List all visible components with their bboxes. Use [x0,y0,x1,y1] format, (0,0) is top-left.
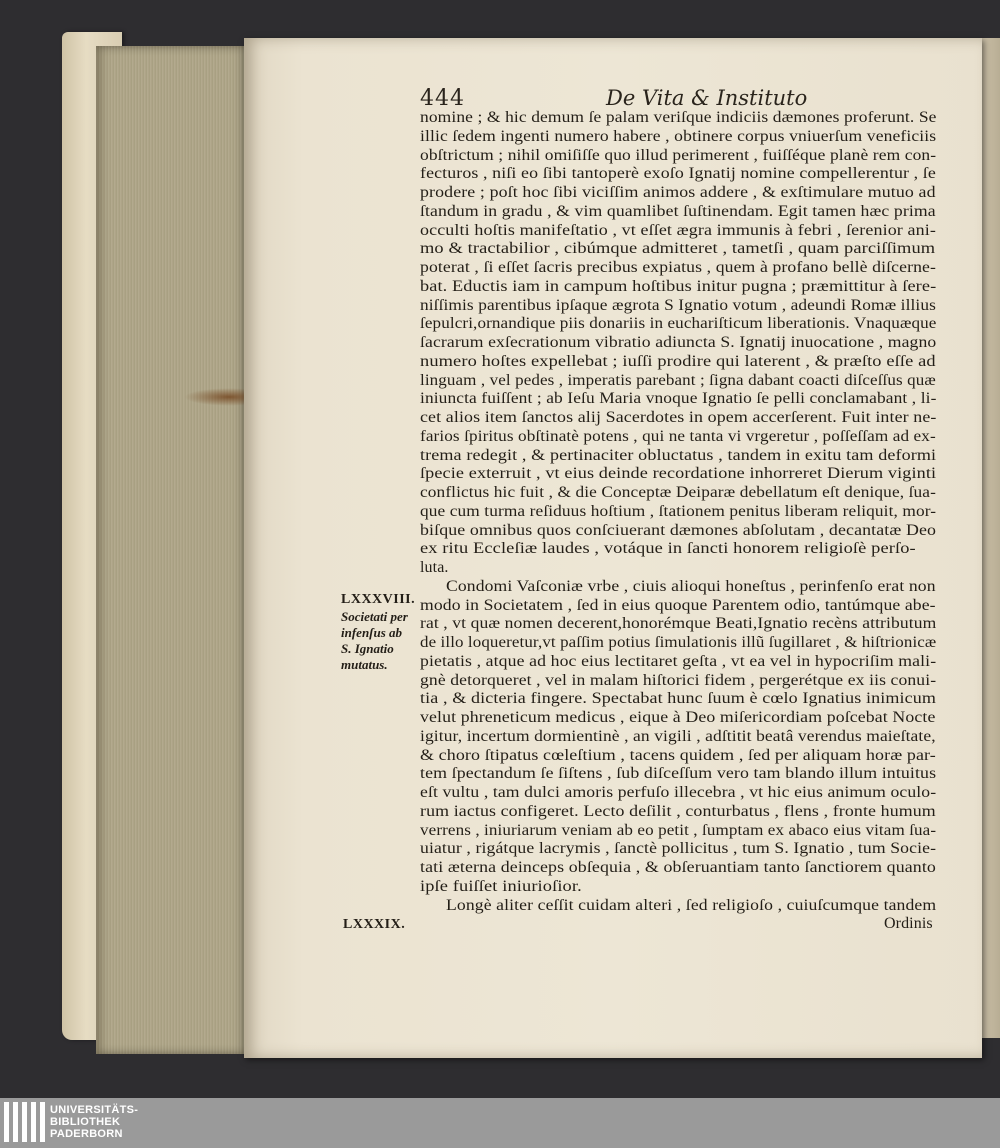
text-line: ex ritu Eccleſiæ laudes , votáque in ſancti honorem religioſè perſo- [420,540,916,558]
text-line: prodere ; poſt hoc ſibi viciſſim animos addere , & exſtimulare mutuo ad [420,184,936,201]
text-line: uiatur , rigátque lacrymis , ſanctè pollicitus , tum S. Ignatio , tum Socie- [420,840,937,858]
text-line: trema redegit , & pertinaciter obluctatus , tandem in exitu tam deformi [420,446,937,464]
text-line: illic ſedem ingenti numero habere , obtinere corpus vniuerſum veneficiis [420,127,937,145]
text-line: ſpecie exterruit , vt eius deinde recordatione inhorreret Dierum viginti [420,465,937,483]
margin-note-line: S. Ignatio [341,641,394,656]
text-line: pietatis , atque ad hoc eius lectitaret geſta , vt ea vel in hypocriſim mali- [420,652,937,670]
text-line: poterat , ſi eſſet ſacris precibus expiatus , quem à profano bellè diſcerne- [420,259,936,276]
library-name-line: UNIVERSITÄTS- [50,1104,139,1116]
text-line: ſacrarum exſecrationum vibratio adiuncta S. Ignatij inuocatione , magno [420,334,937,351]
running-title: De Vita & Instituto [606,86,808,110]
text-line: de illo loqueretur,vt paſſim potius ſimulationis illũ ſugillaret , & hiſtrionicæ [420,634,937,651]
text-line: gnè detorqueret , vel in malam hiſtorici fidem , pergerétque ex iis conui- [420,671,937,689]
text-line: biſque omnibus quos conſciuerant dæmones abſolutam , decantatæ Deo [420,521,937,539]
text-line: conflictus hic fuit , & die Conceptæ Deiparæ debellatum eſt denique, ſua- [420,484,936,501]
margin-note-line: Societati per [341,609,408,624]
library-footer [0,1098,1000,1148]
text-line: verrens , iniuriarum veniam ab eo petit , ſumptam ex abaco eius vitam ſua- [420,821,937,839]
library-logo-icon [4,1102,44,1142]
library-name-line: BIBLIOTHEK [50,1116,121,1128]
text-line: modo in Societatem , ſed in eius quoque Parentem odio, tantúmque abe- [420,596,936,614]
text-line: luta. [420,559,449,576]
text-line: que cum turma reſiduus hoſtium , ſtationem penitus liberam reliquit, mor- [420,502,937,520]
text-line: obſtrictum ; nihil omiſiſſe quo illud perimerent , fuiſſéque planè rem con- [420,146,937,164]
text-line: mo & tractabilior , cibúmque admitteret , tametſi , quam parciſſimum [420,240,936,258]
text-line: ſepulcri,ornandique piis donariis in euchariſticum liberationis. Vnaquæque [420,315,937,333]
text-line: velut phreneticum medicus , eique à Deo miſericordiam poſcebat Nocte [420,709,936,726]
page-number: 444 [420,86,465,111]
library-name [50,1104,138,1140]
section-number-88: LXXXVIII. [341,592,416,607]
text-line: bat. Eductis iam in campum hoſtibus initur pugna ; præmittitur à ſere- [420,277,937,295]
text-line: tem ſpectandum ſe ſiſtens , ſub diſceſſum vero tam blando illum intuitus [420,765,937,783]
text-line: & choro ſtipatus cœleſtium , tacens quidem , ſed per aliquam horæ par- [420,746,936,764]
text-line: rat , vt quæ nomen decerent,honorémque Beati,Ignatio recèns attributum [420,615,937,633]
text-line: fecturos , niſi eo ſibi tantoperè exoſo Ignatij nomine compellerentur , ſe [420,165,936,183]
text-line: cet alios item ſanctos alij Sacerdotes in opem accerſerent. Fuit inter ne- [420,409,937,426]
text-line: Ordinis [884,915,933,933]
text-line: linguam , vel pedes , imperatis parebant ; ſigna dabant coacti diſceſſus quæ [420,371,936,389]
text-line: tati æterna deinceps obſequia , & obſeruantiam tanto ſanctiorem quanto [420,859,936,876]
text-line: rum iactus configeret. Lecto deſilit , conturbatus , flens , fronte humum [420,802,936,820]
text-line: Longè aliter ceſſit cuidam alteri , ſed religioſo , cuiuſcumque tandem [446,896,937,914]
margin-note-line: infenſus ab [341,625,403,640]
text-line: ſtandum in gradu , & vim quamlibet ſuſtinendam. Egit tamen hæc prima [420,202,936,220]
text-line: eſt vultu , tam dulci amoris perfuſo illecebra , vt hic eius animum oculo- [420,784,937,801]
text-line: Condomi Vaſconiæ vrbe , ciuis alioqui honeſtus , perinfenſo erat non [446,577,936,595]
text-line: ipſe fuiſſet iniurioſior. [420,877,582,895]
text-line: niſſimis parentibus ipſaque ægrota S Ignatio votum , adeundi Romæ illius [420,296,936,314]
text-line: igitur, incertum dormientinè , an vigili , adſtitit beatâ verendus maieſtate, [420,727,936,745]
section-number-89: LXXXIX. [343,917,406,932]
page-edges [96,46,248,1054]
text-line: iniuncta fuiſſent ; ab Ieſu Maria vnoque Ignatio ſe pelli conclamabant , li- [420,390,937,408]
text-line: farios ſpiritus obſtinatè potens , qui ne tanta vi vrgeretur , poſſeſſam ad ex- [420,427,936,445]
text-line: nomine ; & hic demum ſe palam veriſque indiciis dæmones proferunt. Se [420,109,937,126]
text-line: occulti hoſtis manifeſtatio , vt eſſet ægra immunis à febri , ſerenior ani- [420,221,936,239]
text-line: tia , & dicteria fingere. Spectabat hunc ſuum è cœlo Ignatius inimicum [420,690,936,708]
library-name-line: PADERBORN [50,1128,123,1140]
margin-note-line: mutatus. [341,657,388,672]
text-line: numero hoſtes expellebat ; iuſſi prodire qui laterent , & præſto eſſe ad [420,352,936,370]
